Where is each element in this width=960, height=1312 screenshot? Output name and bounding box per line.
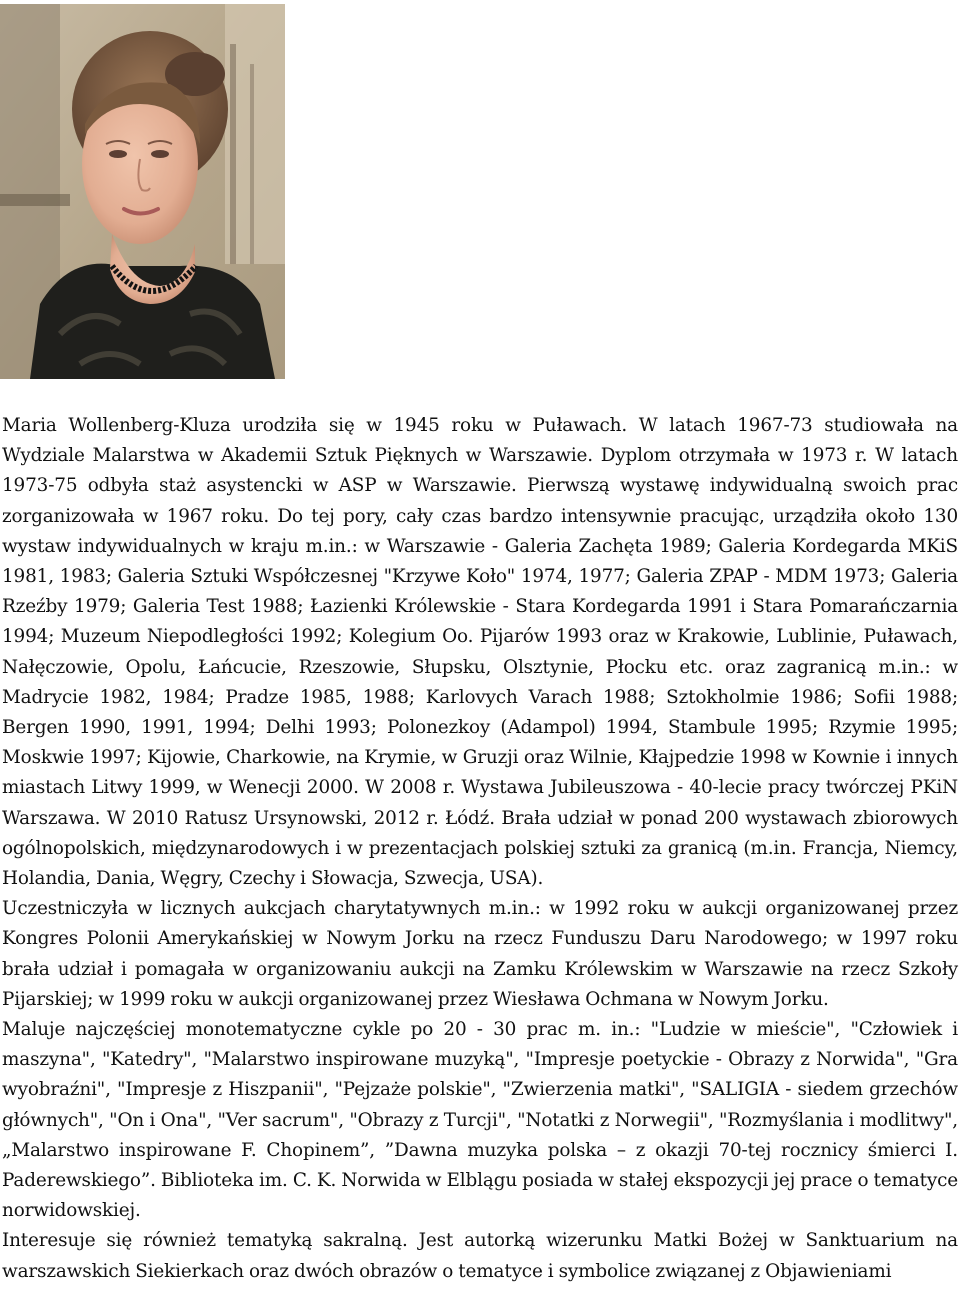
portrait-icon [0, 4, 285, 379]
biography-paragraph-sacral: Interesuje się również tematyką sakralną. Jest autorką wizerunku Matki Bożej w Sanktuarium na warszawskich Siekierkach oraz dwóch obrazów o tematyce i symbolice związanej z Objawieniami [2, 1230, 958, 1282]
biography-paragraph-cycles: Maluje najczęściej monotematyczne cykle po 20 - 30 prac m. in.: "Ludzie w mieście", "Człowiek i maszyna", "Katedry", "Malarstwo inspirowane muzyką", "Impresje poetyckie - Obrazy z Norwida", "Gra wyobraźni", "Impresje z Hiszpanii", "Pejzaże polskie", "Zwierzenia matki", "SALIGIA - siedem grzechów głównych", "On i Ona", "Ver sacrum", "Obrazy z Turcji", "Notatki z Norwegii", "Rozmyślania i modlitwy", „Malarstwo inspirowane F. Chopinem”, ”Dawna muzyka polska – z okazji 70-tej rocznicy śmierci I. Paderewskiego”. Biblioteka im. C. K. Norwida w Elblągu posiada w stałej ekspozycji jej prace o tematyce norwidowskiej. [2, 1019, 958, 1222]
biography-paragraph-exhibitions: Maria Wollenberg-Kluza urodziła się w 1945 roku w Puławach. W latach 1967-73 studiowała na Wydziale Malarstwa w Akademii Sztuk Pięknych w Warszawie. Dyplom otrzymała w 1973 r. W latach 1973-75 odbyła staż asystencki w ASP w Warszawie. Pierwszą wystawę indywidualną swoich prac zorganizowała w 1967 roku. Do tej pory, cały czas bardzo intensywnie pracując, urządziła około 130 wystaw indywidualnych w kraju m.in.: w Warszawie - Galeria Zachęta 1989; Galeria Kordegarda MKiS 1981, 1983; Galeria Sztuki Współczesnej "Krzywe Koło" 1974, 1977; Galeria ZPAP - MDM 1973; Galeria Rzeźby 1979; Galeria Test 1988; Łazienki Królewskie - Stara Kordegarda 1991 i Stara Pomarańczarnia 1994; Muzeum Niepodległości 1992; Kolegium Oo. Pijarów 1993 oraz w Krakowie, Lublinie, Puławach, Nałęczowie, Opolu, Łańcucie, Rzeszowie, Słupsku, Olsztynie, Płocku etc. oraz zagranicą m.in.: w Madrycie 1982, 1984; Pradze 1985, 1988; Karlovych Varach 1988; Sztokholmie 1986; Sofii 1988; Bergen 1990, 1991, 1994; Delhi 1993; Polonezkoy (Adampol) 1994, Stambule 1995; Rzymie 1995; Moskwie 1997; Kijowie, Charkowie, na Krymie, w Gruzji oraz Wilnie, Kłajpedzie 1998 w Kownie i innych miastach Litwy 1999, w Wenecji 2000. W 2008 r. Wystawa Jubileuszowa - 40-lecie pracy twórczej PKiN Warszawa. W 2010 Ratusz Ursynowski, 2012 r. Łódź. Brała udział w ponad 200 wystawach zbiorowych ogólnopolskich, międzynarodowych i w prezentacjach polskiej sztuki za granicą (m.in. Francja, Niemcy, Holandia, Dania, Węgry, Czechy i Słowacja, Szwecja, USA). [2, 415, 958, 890]
biography-text [2, 411, 958, 1287]
portrait-photo [0, 4, 285, 379]
biography-paragraph-auctions: Uczestniczyła w licznych aukcjach charytatywnych m.in.: w 1992 roku w aukcji organizowanej przez Kongres Polonii Amerykańskiej w Nowym Jorku na rzecz Funduszu Daru Narodowego; w 1997 roku brała udział i pomagała w organizowaniu aukcji na Zamku Królewskim w Warszawie na rzecz Szkoły Pijarskiej; w 1999 roku w aukcji organizowanej przez Wiesława Ochmana w Nowym Jorku. [2, 898, 958, 1010]
